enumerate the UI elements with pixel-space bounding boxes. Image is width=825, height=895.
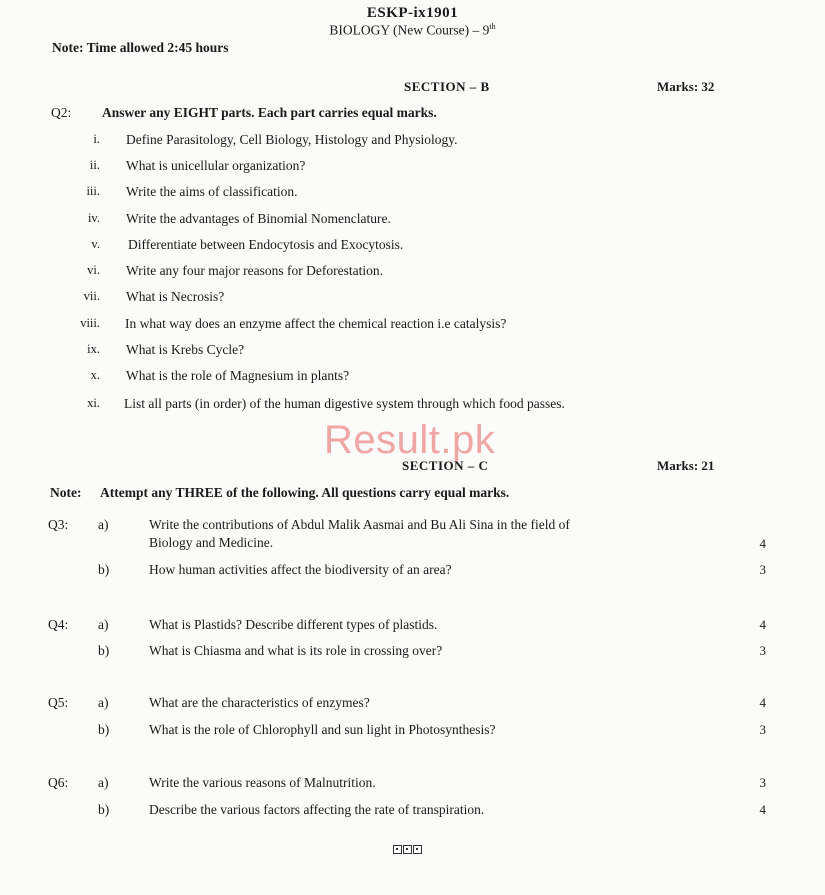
q2-item-text: What is Necrosis? bbox=[126, 289, 225, 304]
paper-subject: BIOLOGY (New Course) – 9th bbox=[329, 22, 496, 38]
result-pk-watermark: Result.pk bbox=[324, 418, 496, 462]
question-label: Q6: bbox=[48, 775, 69, 790]
q2-item-text: Define Parasitology, Cell Biology, Histology and Physiology. bbox=[126, 132, 458, 147]
section-b-marks: Marks: 32 bbox=[657, 79, 715, 94]
section-c-instruction: Attempt any THREE of the following. All questions carry equal marks. bbox=[100, 485, 510, 500]
q2-item-text: In what way does an enzyme affect the chemical reaction i.e catalysis? bbox=[125, 316, 507, 331]
paper-code: ESKP-ix1901 bbox=[366, 5, 459, 21]
q2-item-text: Write the aims of classification. bbox=[126, 184, 298, 199]
section-c-title: SECTION – C bbox=[402, 458, 489, 473]
part-marks: 3 bbox=[759, 775, 766, 790]
part-marks: 4 bbox=[759, 802, 766, 817]
qr-square-icon bbox=[393, 845, 402, 854]
q2-item-text: Write any four major reasons for Deforestation. bbox=[126, 263, 383, 278]
q2-item-number: viii. bbox=[80, 316, 100, 330]
part-text: Write the contributions of Abdul Malik Aasmai and Bu Ali Sina in the field of bbox=[149, 517, 570, 532]
q2-item-number: v. bbox=[91, 237, 100, 251]
q2-label: Q2: bbox=[51, 105, 72, 120]
q2-item-number: xi. bbox=[87, 396, 100, 410]
part-marks: 3 bbox=[759, 562, 766, 577]
qr-square-icon bbox=[413, 845, 422, 854]
part-text: How human activities affect the biodiversity of an area? bbox=[149, 562, 452, 577]
q2-item-text: Differentiate between Endocytosis and Exocytosis. bbox=[128, 237, 404, 252]
part-label: a) bbox=[98, 695, 109, 710]
part-label: b) bbox=[98, 562, 110, 577]
q2-instruction: Answer any EIGHT parts. Each part carries equal marks. bbox=[102, 105, 437, 120]
part-text: Biology and Medicine. bbox=[149, 535, 274, 550]
part-label: b) bbox=[98, 722, 110, 737]
part-text: Describe the various factors affecting the rate of transpiration. bbox=[149, 802, 485, 817]
section-b-title: SECTION – B bbox=[404, 79, 490, 94]
part-text: What are the characteristics of enzymes? bbox=[149, 695, 370, 710]
part-text: Write the various reasons of Malnutrition. bbox=[149, 775, 376, 790]
q2-item-number: i. bbox=[93, 132, 100, 146]
part-marks: 3 bbox=[759, 643, 766, 658]
q2-item-number: ii. bbox=[89, 158, 100, 172]
q2-item-number: ix. bbox=[87, 342, 100, 356]
section-c-marks: Marks: 21 bbox=[657, 458, 715, 473]
q2-item-text: What is Krebs Cycle? bbox=[126, 342, 245, 357]
q2-item-number: vi. bbox=[87, 263, 100, 277]
part-label: a) bbox=[98, 775, 109, 790]
q2-item-text: What is unicellular organization? bbox=[126, 158, 306, 173]
section-c-note-label: Note: bbox=[50, 485, 82, 500]
qr-square-icon bbox=[403, 845, 412, 854]
q2-item-number: vii. bbox=[83, 289, 100, 303]
q2-item-number: x. bbox=[90, 368, 100, 382]
part-text: What is Chiasma and what is its role in crossing over? bbox=[149, 643, 443, 658]
q2-item-text: What is the role of Magnesium in plants? bbox=[126, 368, 350, 383]
part-label: b) bbox=[98, 643, 110, 658]
q2-item-number: iv. bbox=[87, 211, 100, 225]
part-marks: 4 bbox=[759, 617, 766, 632]
question-label: Q5: bbox=[48, 695, 69, 710]
qr-code-icon bbox=[393, 845, 422, 854]
part-marks: 3 bbox=[759, 722, 766, 737]
part-marks: 4 bbox=[759, 695, 766, 710]
part-label: b) bbox=[98, 802, 110, 817]
q2-item-text: Write the advantages of Binomial Nomenclature. bbox=[126, 211, 391, 226]
part-text: What is the role of Chlorophyll and sun light in Photosynthesis? bbox=[149, 722, 496, 737]
q2-item-text: List all parts (in order) of the human digestive system through which food passes. bbox=[124, 396, 565, 411]
q2-item-number: iii. bbox=[86, 184, 100, 198]
part-marks: 4 bbox=[759, 536, 766, 551]
part-label: a) bbox=[98, 617, 109, 632]
time-allowed-note: Note: Time allowed 2:45 hours bbox=[52, 40, 229, 55]
question-label: Q3: bbox=[48, 517, 69, 532]
part-label: a) bbox=[98, 517, 109, 532]
part-text: What is Plastids? Describe different types of plastids. bbox=[149, 617, 438, 632]
question-label: Q4: bbox=[48, 617, 69, 632]
subject-superscript: th bbox=[489, 22, 496, 31]
